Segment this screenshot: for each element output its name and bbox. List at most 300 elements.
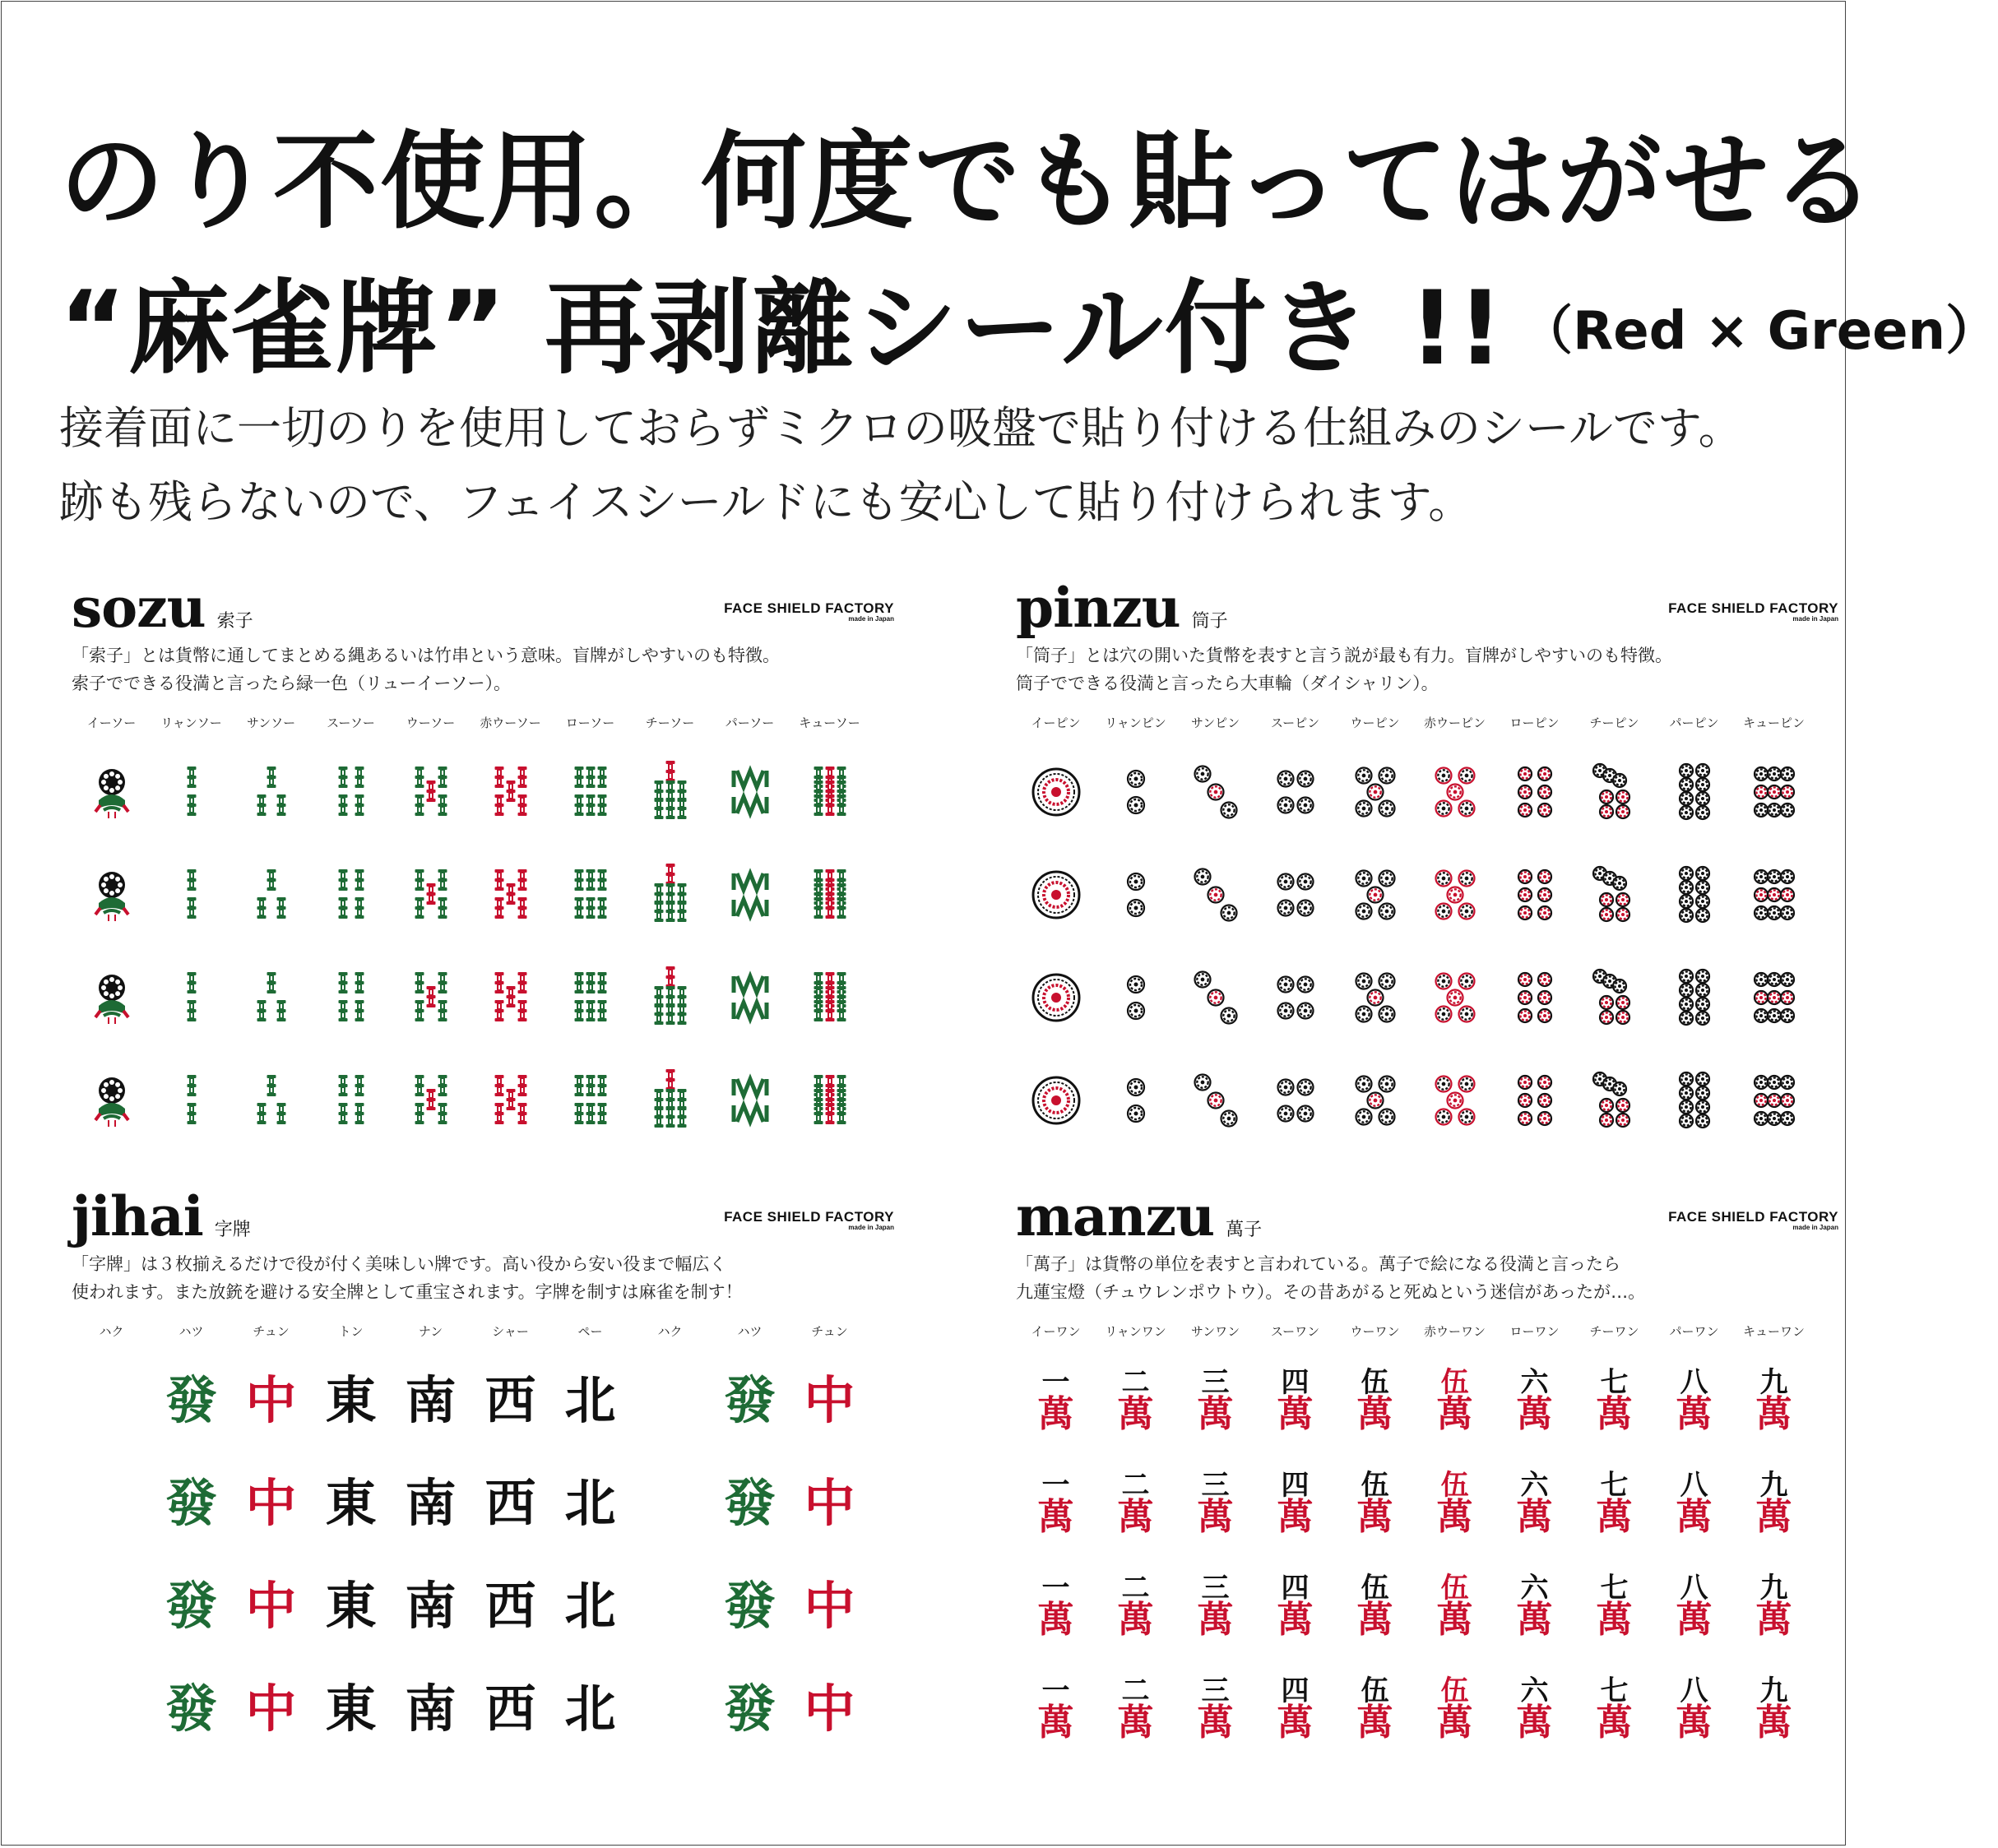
honor-tile-glyph: 西	[484, 1369, 536, 1430]
column-label: ウーワン	[1350, 1324, 1400, 1339]
tile	[151, 764, 231, 820]
tile-numeral: 伍	[1361, 1674, 1389, 1707]
sozu-tile-icon	[87, 764, 137, 820]
honor-tile-glyph: 中	[245, 1575, 297, 1636]
tile-numeral: 四	[1281, 1571, 1310, 1605]
sozu-tile-icon	[406, 867, 456, 923]
tile-wan: 萬	[1436, 1701, 1473, 1744]
tile-numeral: 一	[1041, 1468, 1070, 1502]
tile	[231, 1575, 311, 1636]
panel-kanji: 字牌	[214, 1220, 251, 1240]
honor-tile-glyph: 北	[564, 1575, 616, 1636]
sozu-tile-icon	[327, 867, 376, 923]
tile	[311, 1369, 391, 1430]
column-label: 赤ウーワン	[1423, 1324, 1486, 1339]
sozu-tile-icon	[406, 764, 456, 820]
honor-tile-glyph: 發	[724, 1575, 776, 1636]
tile	[1415, 1365, 1495, 1435]
tile	[1175, 970, 1255, 1026]
brand-logo	[1668, 600, 1838, 623]
tile	[391, 1369, 471, 1430]
tile	[710, 1575, 790, 1636]
pinzu-tile-icon	[1430, 1072, 1480, 1128]
manzu-panel	[1004, 1184, 1867, 1776]
tile	[1654, 1072, 1734, 1128]
brand-name: FACE SHIELD FACTORY	[1668, 1209, 1838, 1225]
tile-wan: 萬	[1755, 1495, 1792, 1538]
pinzu-tile-icon	[1510, 970, 1560, 1026]
sozu-tile-icon	[486, 867, 535, 923]
tile	[231, 1072, 311, 1128]
tile-wan: 萬	[1356, 1598, 1393, 1641]
tile-numeral: 八	[1680, 1674, 1708, 1707]
column-label: サンソー	[246, 716, 296, 730]
tile	[231, 1369, 311, 1430]
tile-numeral: 伍	[1440, 1468, 1469, 1502]
pinzu-tile-icon	[1031, 867, 1081, 923]
tile	[311, 867, 391, 923]
sozu-tile-icon	[167, 867, 216, 923]
sozu-tile-icon	[805, 1072, 855, 1128]
column-label: キューピン	[1742, 716, 1805, 730]
honor-tile-glyph: 南	[405, 1472, 457, 1533]
tile	[1415, 1571, 1495, 1641]
character-tile	[1277, 1365, 1314, 1435]
panel-title	[72, 1184, 251, 1248]
tile	[1654, 1571, 1734, 1641]
panel-kanji: 筒子	[1191, 611, 1228, 632]
character-tile	[1676, 1468, 1713, 1538]
column-label: チーピン	[1589, 716, 1639, 730]
tile	[1096, 1365, 1175, 1435]
tile-grid	[72, 1349, 869, 1760]
panel-name: manzu	[1016, 1184, 1215, 1248]
column-label: 赤ウーピン	[1423, 716, 1486, 730]
character-tile	[1117, 1468, 1154, 1538]
tile	[550, 867, 630, 923]
tile	[1255, 1674, 1335, 1744]
tile	[1175, 867, 1255, 923]
tile	[790, 1678, 869, 1739]
tile	[391, 1575, 471, 1636]
pinzu-tile-icon	[1191, 867, 1240, 923]
desc-line-2: 筒子でできる役満と言ったら大車輪（ダイシャリン）。	[1016, 674, 1439, 693]
panel-title	[1016, 576, 1228, 640]
tile	[1495, 1571, 1574, 1641]
tile-wan: 萬	[1516, 1495, 1553, 1538]
pinzu-tile-icon	[1271, 764, 1320, 820]
column-label: キューソー	[799, 716, 860, 730]
pinzu-tile-icon	[1031, 764, 1081, 820]
panel-description	[1016, 641, 1672, 697]
column-label: キューワン	[1742, 1324, 1805, 1339]
character-tile	[1277, 1571, 1314, 1641]
sozu-panel	[59, 576, 923, 1168]
character-tile	[1596, 1468, 1633, 1538]
tile	[471, 764, 550, 820]
tile	[231, 970, 311, 1026]
headline-line-2	[59, 247, 1998, 393]
tile	[471, 1369, 550, 1430]
column-label: ハク	[99, 1324, 124, 1339]
brand-logo	[724, 1209, 894, 1231]
tile-row	[72, 946, 869, 1049]
tile	[72, 1072, 151, 1128]
tile-numeral: 一	[1041, 1365, 1070, 1399]
tile	[1096, 1571, 1175, 1641]
panel-description	[72, 641, 780, 697]
tile	[311, 1575, 391, 1636]
column-label: チーソー	[645, 716, 695, 730]
tile	[1495, 764, 1574, 820]
panel-title	[1016, 1184, 1262, 1248]
tile-wan: 萬	[1356, 1392, 1393, 1435]
sozu-tile-icon	[327, 1072, 376, 1128]
column-label: リャンワン	[1105, 1324, 1166, 1339]
tile-numeral: 七	[1600, 1674, 1629, 1707]
honor-tile-glyph: 發	[724, 1472, 776, 1533]
tile-wan: 萬	[1197, 1392, 1234, 1435]
pinzu-tile-icon	[1271, 970, 1320, 1026]
honor-tile-glyph: 西	[484, 1575, 536, 1636]
tile	[1175, 1072, 1255, 1128]
tile	[1335, 764, 1415, 820]
tile	[1734, 970, 1814, 1026]
character-tile	[1436, 1365, 1473, 1435]
honor-tile-glyph: 南	[405, 1575, 457, 1636]
tile-numeral: 九	[1759, 1468, 1788, 1502]
pinzu-tile-icon	[1750, 970, 1799, 1026]
tile-wan: 萬	[1197, 1701, 1234, 1744]
tile	[710, 1369, 790, 1430]
tile	[1096, 1072, 1175, 1128]
character-tile	[1436, 1571, 1473, 1641]
tile	[1255, 1072, 1335, 1128]
column-label: ハツ	[737, 1324, 763, 1339]
tile	[1415, 1468, 1495, 1538]
tile-numeral: 六	[1520, 1468, 1549, 1502]
pinzu-tile-icon	[1670, 970, 1719, 1026]
tile	[1096, 970, 1175, 1026]
sozu-tile-icon	[725, 764, 775, 820]
character-tile	[1436, 1674, 1473, 1744]
tile-wan: 萬	[1596, 1495, 1633, 1538]
tile-numeral: 四	[1281, 1468, 1310, 1502]
character-tile	[1676, 1571, 1713, 1641]
column-label: ハク	[657, 1324, 683, 1339]
tile	[1415, 970, 1495, 1026]
tile-numeral: 二	[1121, 1571, 1150, 1605]
tile-row	[72, 1657, 869, 1760]
tile	[1335, 1072, 1415, 1128]
tile	[1415, 764, 1495, 820]
pinzu-tile-icon	[1670, 764, 1719, 820]
character-tile	[1037, 1365, 1074, 1435]
tile	[231, 764, 311, 820]
tile	[391, 764, 471, 820]
brand-tag: made in Japan	[1792, 1224, 1838, 1231]
character-tile	[1117, 1674, 1154, 1744]
tile-row	[72, 1452, 869, 1554]
tile	[1335, 970, 1415, 1026]
tile-grid	[1016, 740, 1814, 1151]
tile	[1654, 970, 1734, 1026]
tile-row	[1016, 1657, 1814, 1760]
tile	[1016, 1674, 1096, 1744]
tile	[1016, 867, 1096, 923]
honor-tile-glyph: 北	[564, 1472, 616, 1533]
tile	[1175, 1674, 1255, 1744]
tile	[471, 1072, 550, 1128]
honor-tile-glyph: 東	[325, 1369, 377, 1430]
honor-tile-glyph: 東	[325, 1678, 377, 1739]
sozu-tile-icon	[805, 764, 855, 820]
pinzu-tile-icon	[1430, 867, 1480, 923]
column-label: サンワン	[1190, 1324, 1240, 1339]
panel-description	[72, 1250, 743, 1306]
tile-wan: 萬	[1277, 1701, 1314, 1744]
tile	[311, 764, 391, 820]
tile	[1734, 1674, 1814, 1744]
tile	[790, 970, 869, 1026]
character-tile	[1676, 1365, 1713, 1435]
tile	[1175, 764, 1255, 820]
column-label: チュン	[811, 1324, 848, 1339]
tile	[1335, 867, 1415, 923]
brand-name: FACE SHIELD FACTORY	[724, 600, 894, 616]
tile	[231, 1678, 311, 1739]
tile	[1016, 1468, 1096, 1538]
tile	[1574, 970, 1654, 1026]
character-tile	[1197, 1468, 1234, 1538]
character-tile	[1037, 1468, 1074, 1538]
sozu-tile-icon	[566, 764, 615, 820]
column-label: ハツ	[178, 1324, 204, 1339]
tile	[1495, 1072, 1574, 1128]
tile	[630, 764, 710, 820]
tile	[550, 1072, 630, 1128]
character-tile	[1356, 1468, 1393, 1538]
panel-name: pinzu	[1016, 576, 1180, 640]
column-label: 赤ウーソー	[480, 716, 541, 730]
tile-row	[1016, 1349, 1814, 1452]
tile	[1096, 867, 1175, 923]
tile	[1574, 1072, 1654, 1128]
character-tile	[1037, 1571, 1074, 1641]
sozu-tile-icon	[805, 867, 855, 923]
tile-wan: 萬	[1277, 1392, 1314, 1435]
sozu-tile-icon	[247, 867, 296, 923]
tile-row	[1016, 946, 1814, 1049]
tile	[471, 867, 550, 923]
tile	[471, 1678, 550, 1739]
sozu-tile-icon	[406, 1072, 456, 1128]
tile	[710, 970, 790, 1026]
pinzu-tile-icon	[1111, 764, 1161, 820]
tile	[151, 867, 231, 923]
sozu-tile-icon	[805, 970, 855, 1026]
tile-wan: 萬	[1676, 1701, 1713, 1744]
tile	[1335, 1674, 1415, 1744]
character-tile	[1516, 1571, 1553, 1641]
tile-numeral: 六	[1520, 1674, 1549, 1707]
tile	[1734, 764, 1814, 820]
tile-grid	[1016, 1349, 1814, 1760]
brand-name: FACE SHIELD FACTORY	[724, 1209, 894, 1225]
brand-tag: made in Japan	[1792, 615, 1838, 623]
panel-description	[1016, 1250, 1645, 1306]
tile-wan: 萬	[1436, 1495, 1473, 1538]
tile	[1415, 867, 1495, 923]
sozu-tile-icon	[247, 1072, 296, 1128]
tile	[1255, 1468, 1335, 1538]
tile	[1654, 1674, 1734, 1744]
tile	[1255, 1365, 1335, 1435]
tile	[391, 867, 471, 923]
character-tile	[1356, 1674, 1393, 1744]
character-tile	[1117, 1365, 1154, 1435]
headline-main: “麻雀牌” 再剥離シール付き !!	[59, 270, 1505, 388]
tile	[550, 1575, 630, 1636]
tile-numeral: 伍	[1361, 1468, 1389, 1502]
sozu-tile-icon	[566, 867, 615, 923]
desc-line-1: 「萬子」は貨幣の単位を表すと言われている。萬子で絵になる役満と言ったら	[1016, 1254, 1620, 1274]
tile	[311, 1072, 391, 1128]
tile-numeral: 一	[1041, 1571, 1070, 1605]
tile	[790, 867, 869, 923]
sozu-tile-icon	[247, 764, 296, 820]
tile	[1574, 764, 1654, 820]
tile-wan: 萬	[1197, 1495, 1234, 1538]
tile	[710, 764, 790, 820]
tile	[1255, 1571, 1335, 1641]
sozu-tile-icon	[486, 764, 535, 820]
panel-title	[72, 576, 253, 640]
pinzu-tile-icon	[1351, 1072, 1400, 1128]
tile-wan: 萬	[1596, 1598, 1633, 1641]
column-labels	[72, 714, 869, 731]
tile	[151, 970, 231, 1026]
column-label: ローピン	[1509, 716, 1560, 730]
tile-wan: 萬	[1516, 1392, 1553, 1435]
honor-tile-glyph: 南	[405, 1369, 457, 1430]
tile-wan: 萬	[1436, 1392, 1473, 1435]
column-label: トン	[338, 1324, 364, 1339]
tile	[391, 970, 471, 1026]
pinzu-tile-icon	[1191, 970, 1240, 1026]
pinzu-tile-icon	[1510, 764, 1560, 820]
honor-tile-glyph: 中	[804, 1472, 855, 1533]
column-label: ローソー	[565, 716, 615, 730]
pinzu-tile-icon	[1510, 867, 1560, 923]
column-label: パーワン	[1669, 1324, 1719, 1339]
pinzu-tile-icon	[1111, 867, 1161, 923]
panel-kanji: 萬子	[1226, 1220, 1263, 1240]
column-label: サンピン	[1190, 716, 1240, 730]
tile	[790, 1472, 869, 1533]
tile	[1654, 867, 1734, 923]
sozu-tile-icon	[247, 970, 296, 1026]
sozu-tile-icon	[87, 867, 137, 923]
tile-wan: 萬	[1277, 1598, 1314, 1641]
brand-logo	[1668, 1209, 1838, 1231]
tile-wan: 萬	[1037, 1598, 1074, 1641]
tile-row	[1016, 740, 1814, 843]
pinzu-tile-icon	[1031, 970, 1081, 1026]
tile-row	[1016, 1452, 1814, 1554]
column-label: イーピン	[1031, 716, 1081, 730]
column-label: パーピン	[1669, 716, 1719, 730]
tile	[471, 1575, 550, 1636]
tile-row	[1016, 1554, 1814, 1657]
tile-wan: 萬	[1516, 1701, 1553, 1744]
character-tile	[1277, 1674, 1314, 1744]
tile-wan: 萬	[1356, 1701, 1393, 1744]
pinzu-tile-icon	[1430, 764, 1480, 820]
desc-line-1: 「索子」とは貨幣に通してまとめる縄あるいは竹串という意味。盲牌がしやすいのも特徴。	[72, 646, 780, 665]
tile-wan: 萬	[1117, 1701, 1154, 1744]
tile-numeral: 三	[1201, 1674, 1230, 1707]
desc-line-2: 九蓮宝燈（チュウレンポウトウ）。その昔あがると死ぬという迷信があったが…。	[1016, 1282, 1646, 1302]
sozu-tile-icon	[725, 1072, 775, 1128]
tile	[1016, 1571, 1096, 1641]
tile-row	[72, 740, 869, 843]
character-tile	[1436, 1468, 1473, 1538]
honor-tile-glyph: 發	[724, 1678, 776, 1739]
pinzu-tile-icon	[1191, 764, 1240, 820]
brand-tag: made in Japan	[848, 1224, 894, 1231]
tile-wan: 萬	[1596, 1392, 1633, 1435]
tile	[391, 1472, 471, 1533]
tile	[1335, 1571, 1415, 1641]
tile	[1096, 1674, 1175, 1744]
character-tile	[1516, 1365, 1553, 1435]
tile-numeral: 伍	[1361, 1571, 1389, 1605]
tile-numeral: 一	[1041, 1674, 1070, 1707]
character-tile	[1596, 1674, 1633, 1744]
tile-numeral: 六	[1520, 1571, 1549, 1605]
column-label: スーソー	[327, 716, 375, 730]
tile	[1734, 1365, 1814, 1435]
tile-numeral: 四	[1281, 1365, 1310, 1399]
sozu-tile-icon	[725, 867, 775, 923]
pinzu-tile-icon	[1750, 1072, 1799, 1128]
column-label: ウーピン	[1350, 716, 1400, 730]
tile-wan: 萬	[1755, 1701, 1792, 1744]
tile-wan: 萬	[1676, 1598, 1713, 1641]
tile	[1495, 1674, 1574, 1744]
tile-numeral: 九	[1759, 1365, 1788, 1399]
sozu-tile-icon	[566, 1072, 615, 1128]
column-label: リャンピン	[1105, 716, 1166, 730]
tile	[550, 1369, 630, 1430]
tile	[630, 970, 710, 1026]
tile	[630, 1072, 710, 1128]
tile	[151, 1369, 231, 1430]
tile	[311, 1678, 391, 1739]
tile	[1255, 764, 1335, 820]
honor-tile-glyph: 北	[564, 1369, 616, 1430]
pinzu-tile-icon	[1510, 1072, 1560, 1128]
column-label: イーソー	[86, 716, 137, 730]
tile	[1495, 867, 1574, 923]
tile-numeral: 九	[1759, 1674, 1788, 1707]
headline-line-1: のり不使用。何度でも貼ってはがせる	[59, 121, 1878, 243]
tile	[710, 1678, 790, 1739]
pinzu-tile-icon	[1750, 867, 1799, 923]
character-tile	[1596, 1365, 1633, 1435]
tile	[151, 1072, 231, 1128]
